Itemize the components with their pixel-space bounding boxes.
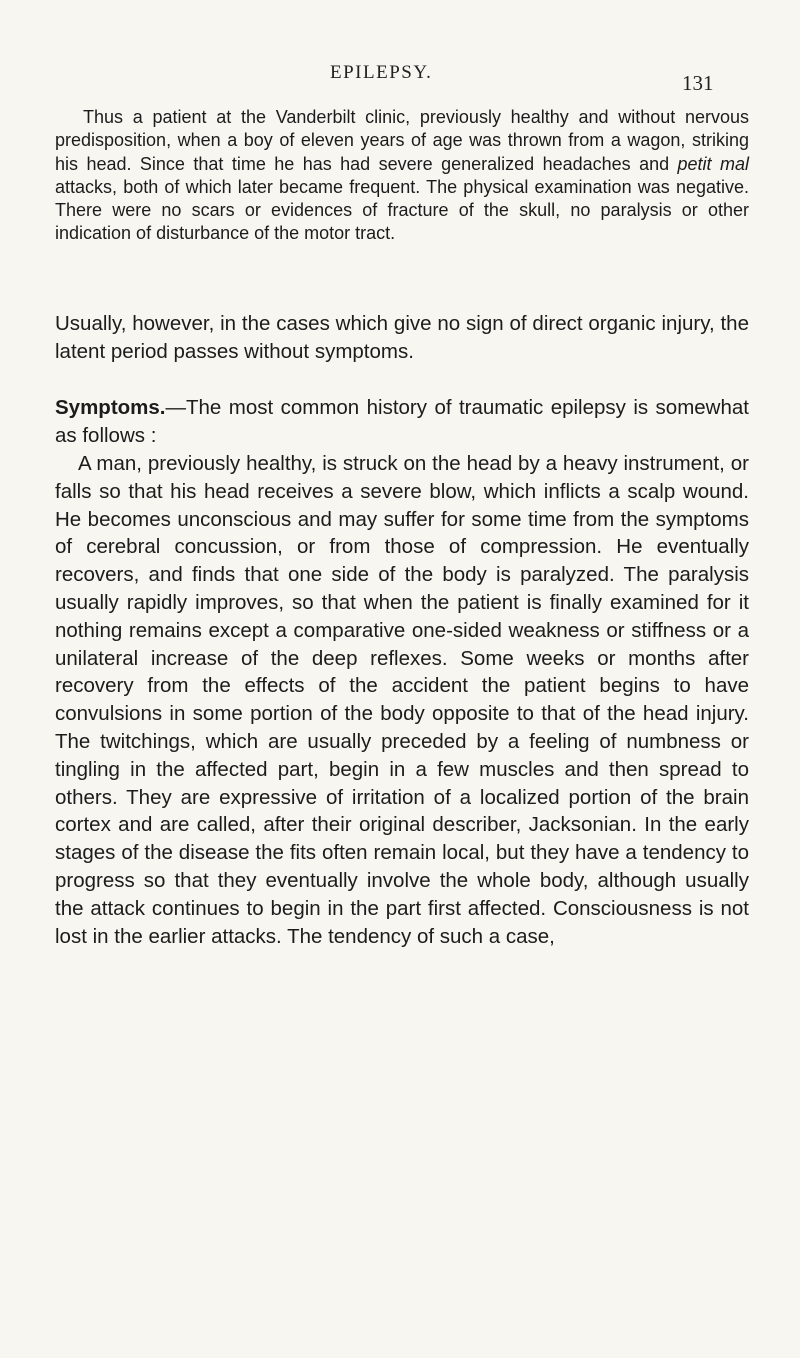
running-head [0, 62, 800, 96]
running-head-title: EPILEPSY. [330, 62, 433, 83]
symptoms-paragraph [55, 394, 749, 450]
symptoms-heading: Symptoms. [55, 396, 166, 419]
latent-period-paragraph [55, 310, 749, 366]
case-paragraph [55, 106, 749, 246]
page-number: 131 [682, 71, 714, 95]
history-text: A man, previously healthy, is struck on the head by a heavy instrument, or falls so that his head receives a severe blow, which inflicts a scalp wound. He becomes unconscious and may suffer for some time from the symptoms of cerebral concussion, or from those of compression. He eventually recovers, and finds that one side of the body is paralyzed. The paralysis usually rapidly improves, so that when the patient is finally examined for it nothing remains except a comparative one-sided weakness or stiffness or a unilateral increase of the deep reflexes. Some weeks or months after recovery from the effects of the accident the patient begins to have convulsions in some portion of the body opposite to that of the head injury. The twitchings, which are usually preceded by a feeling of numbness or tingling in the affected part, begin in a few muscles and then spread to others. They are expressive of irritation of a localized portion of the brain cortex and are called, after their original describer, Jacksonian. In the early stages of the disease the fits often remain local, but they have a tendency to progress so that they eventually involve the whole body, although usually the attack continues to begin in the part first affected. Consciousness is not lost in the earlier attacks. The tendency of such a case, [55, 452, 749, 948]
case-text-after-italic: attacks, both of which later became frequent. The physical examination was negative. There were no scars or evidences of fracture of the skull, no paralysis or other indication of disturbance of the motor tract. [55, 176, 749, 244]
case-text-before-italic: Thus a patient at the Vanderbilt clinic, previously healthy and without nervous predisposition, when a boy of eleven years of age was thrown from a wagon, striking his head. Since that time he has had severe generalized headaches and [55, 107, 749, 174]
latent-period-text: Usually, however, in the cases which give no sign of direct organic injury, the latent period passes without symptoms. [55, 312, 749, 363]
symptoms-text: —The most common history of traumatic epilepsy is somewhat as follows : [55, 396, 749, 447]
history-paragraph [55, 450, 749, 950]
case-italic-term: petit mal [677, 153, 749, 174]
